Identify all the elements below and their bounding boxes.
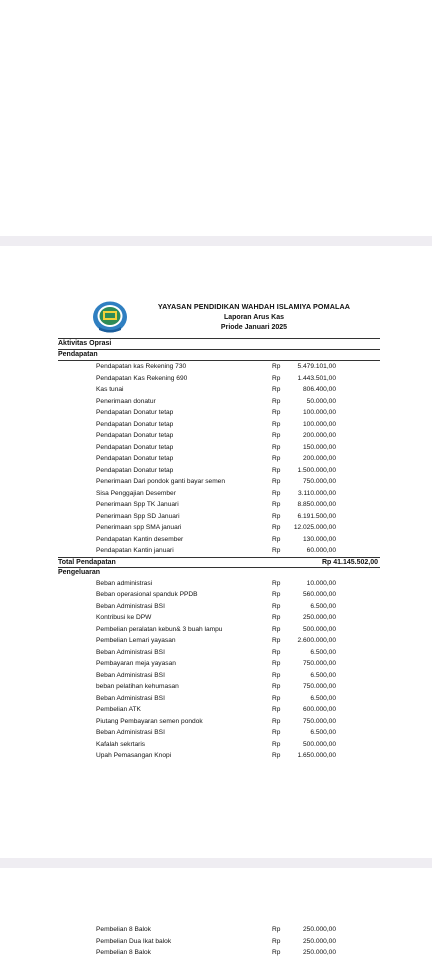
row-label: Beban Administrasi BSI (96, 729, 165, 736)
row-amount: 10.000,00 (306, 579, 336, 587)
table-row (58, 511, 380, 523)
row-label: Pembelian ATK (96, 706, 141, 713)
row-amount: 60.000,00 (306, 547, 336, 554)
table-row (58, 924, 380, 936)
row-amount: 2.600.000,00 (297, 637, 336, 644)
row-currency: Rp (272, 614, 281, 621)
table-row (58, 681, 380, 693)
row-label: Pembelian 8 Balok (96, 949, 151, 956)
table-row (58, 453, 380, 465)
row-currency: Rp (272, 501, 281, 508)
row-currency: Rp (272, 740, 281, 748)
table-row (58, 601, 380, 613)
row-label: Pendapatan Kas Rekening 690 (96, 374, 188, 382)
row-currency: Rp (272, 648, 281, 656)
organization-name: YAYASAN PENDIDIKAN WAHDAH ISLAMIYA POMALAA (157, 302, 351, 311)
row-label: Kas tunai (96, 386, 124, 393)
row-currency: Rp (272, 683, 281, 690)
table-row (58, 936, 380, 948)
row-currency: Rp (272, 937, 281, 945)
row-label: Beban Administrasi BSI (96, 694, 165, 702)
table-row (58, 727, 380, 739)
table-row (58, 658, 380, 670)
row-label: Penerimaan Dari pondok ganti bayar semen (96, 478, 226, 485)
row-amount: 250.000,00 (302, 937, 336, 945)
header-text (58, 302, 380, 331)
table-row (58, 612, 380, 624)
row-currency: Rp (272, 949, 281, 956)
row-amount: 560.000,00 (302, 591, 336, 598)
table-row (58, 947, 380, 959)
table-row (58, 430, 380, 442)
row-currency: Rp (272, 706, 281, 713)
row-label: Pembelian peralatan kebun& 3 buah lampu (96, 625, 223, 633)
table-row (58, 716, 380, 728)
section-operations: Aktivitas Oprasi (58, 338, 380, 350)
row-amount: 6.500,00 (310, 694, 336, 702)
row-currency: Rp (272, 455, 281, 462)
row-label: Beban Administrasi BSI (96, 648, 165, 656)
table-row (58, 476, 380, 488)
row-amount: 750.000,00 (302, 683, 336, 690)
row-currency: Rp (272, 660, 281, 667)
report-header (58, 298, 380, 338)
row-currency: Rp (272, 443, 281, 451)
row-amount: 750.000,00 (302, 660, 336, 667)
row-amount: 500.000,00 (302, 740, 336, 748)
table-row (58, 670, 380, 682)
row-currency: Rp (272, 363, 281, 370)
row-currency: Rp (272, 579, 281, 587)
row-amount: 6.500,00 (310, 648, 336, 656)
row-currency: Rp (272, 752, 281, 759)
document-page-1 (58, 298, 380, 762)
row-amount: 200.000,00 (302, 455, 336, 462)
total-income-row (58, 557, 380, 568)
row-label: Pendapatan Donatur tetap (96, 409, 174, 416)
row-label: Pendapatan Donatur tetap (96, 443, 174, 451)
table-row (58, 578, 380, 590)
income-list (58, 361, 380, 557)
row-amount: 6.500,00 (310, 729, 336, 736)
row-label: Penerimaan spp SMA januari (96, 524, 182, 531)
row-amount: 500.000,00 (302, 625, 336, 633)
row-label: Upah Pemasangan Knopi (96, 752, 172, 759)
row-currency: Rp (272, 466, 281, 474)
row-amount: 600.000,00 (302, 706, 336, 713)
table-row (58, 373, 380, 385)
row-label: Sisa Penggajian Desember (96, 489, 176, 497)
row-label: Pendapatan Kantin januari (96, 547, 174, 554)
table-row (58, 499, 380, 511)
page2-expense-list (58, 924, 380, 959)
row-currency: Rp (272, 478, 281, 485)
table-row (58, 488, 380, 500)
row-amount: 1.443.501,00 (297, 374, 336, 382)
row-label: Pembayaran meja yayasan (96, 660, 176, 667)
row-label: Penerimaan donatur (96, 397, 156, 405)
row-amount: 3.110.000,00 (297, 489, 336, 497)
table-row (58, 647, 380, 659)
row-currency: Rp (272, 591, 281, 598)
row-currency: Rp (272, 926, 281, 933)
section-expenses: Pengeluaran (58, 568, 101, 576)
row-label: Pendapatan Donatur tetap (96, 420, 174, 428)
page-separator-middle (0, 858, 432, 868)
row-amount: 12.025.000,00 (293, 524, 336, 531)
row-label: Pembelian Dua Ikat balok (96, 937, 172, 945)
row-currency: Rp (272, 717, 281, 725)
row-label: beban pelatihan kehumasan (96, 683, 179, 690)
row-amount: 750.000,00 (302, 478, 336, 485)
table-row (58, 419, 380, 431)
row-amount: 250.000,00 (302, 926, 336, 933)
row-label: Kontribusi ke DPW (96, 614, 152, 621)
row-amount: 6.500,00 (310, 671, 336, 679)
row-amount: 806.400,00 (302, 386, 336, 393)
table-row (58, 407, 380, 419)
row-currency: Rp (272, 386, 281, 393)
row-amount: 6.191.500,00 (297, 512, 336, 520)
table-row (58, 396, 380, 408)
report-period: Priode Januari 2025 (220, 324, 288, 331)
row-amount: 8.850.000,00 (297, 501, 336, 508)
row-currency: Rp (272, 625, 281, 633)
report-title: Laporan Arus Kas (223, 314, 285, 321)
row-amount: 750.000,00 (302, 717, 336, 725)
table-row (58, 361, 380, 373)
row-currency: Rp (272, 432, 281, 439)
table-row (58, 522, 380, 534)
row-label: Pendapatan Donatur tetap (96, 432, 174, 439)
table-row (58, 545, 380, 557)
total-income-value: Rp 41.145.502,00 (321, 558, 378, 566)
row-amount: 1.500.000,00 (297, 466, 336, 474)
row-currency: Rp (272, 409, 281, 416)
table-row (58, 465, 380, 477)
row-label: Pembelian Lemari yayasan (96, 637, 176, 644)
row-amount: 1.650.000,00 (297, 752, 336, 759)
table-row (58, 624, 380, 636)
table-row (58, 750, 380, 762)
row-amount: 250.000,00 (302, 949, 336, 956)
row-label: Penerimaan Spp SD Januari (96, 512, 180, 520)
row-currency: Rp (272, 535, 281, 543)
table-row (58, 693, 380, 705)
row-currency: Rp (272, 374, 281, 382)
row-currency: Rp (272, 512, 281, 520)
table-row (58, 704, 380, 716)
row-amount: 100.000,00 (302, 409, 336, 416)
row-amount: 130.000,00 (302, 535, 336, 543)
table-row (58, 739, 380, 751)
row-label: Kafalah sekrtaris (96, 740, 146, 748)
row-currency: Rp (272, 602, 281, 610)
row-label: Pendapatan Kantin desember (96, 535, 184, 543)
row-currency: Rp (272, 729, 281, 736)
row-amount: 5.479.101,00 (297, 363, 336, 370)
row-label: Pembelian 8 Balok (96, 926, 151, 933)
table-row (58, 384, 380, 396)
row-amount: 150.000,00 (302, 443, 336, 451)
row-currency: Rp (272, 420, 281, 428)
document-page-2 (58, 924, 380, 959)
row-amount: 50.000,00 (306, 397, 336, 405)
row-label: Beban Administrasi BSI (96, 602, 165, 610)
total-income-label: Total Pendapatan (58, 558, 116, 566)
table-row (58, 635, 380, 647)
row-currency: Rp (272, 637, 281, 644)
row-currency: Rp (272, 397, 281, 405)
table-row (58, 534, 380, 546)
row-amount: 200.000,00 (302, 432, 336, 439)
row-currency: Rp (272, 524, 281, 531)
row-amount: 250.000,00 (302, 614, 336, 621)
section-income: Pendapatan (58, 350, 380, 361)
row-label: Piutang Pembayaran semen pondok (96, 717, 203, 725)
row-amount: 6.500,00 (310, 602, 336, 610)
row-currency: Rp (272, 694, 281, 702)
expense-list (58, 578, 380, 762)
row-currency: Rp (272, 547, 281, 554)
row-currency: Rp (272, 489, 281, 497)
row-label: Pendapatan Donatur tetap (96, 466, 174, 474)
row-label: Penerimaan Spp TK Januari (96, 501, 179, 508)
row-amount: 100.000,00 (302, 420, 336, 428)
row-currency: Rp (272, 671, 281, 679)
table-row (58, 589, 380, 601)
row-label: Beban operasional spanduk PPDB (96, 591, 198, 598)
row-label: Beban Administrasi BSI (96, 671, 165, 679)
page-separator-top (0, 236, 432, 246)
row-label: Pendapatan kas Rekening 730 (96, 363, 187, 370)
row-label: Pendapatan Donatur tetap (96, 455, 174, 462)
table-row (58, 442, 380, 454)
row-label: Beban administrasi (96, 579, 153, 587)
